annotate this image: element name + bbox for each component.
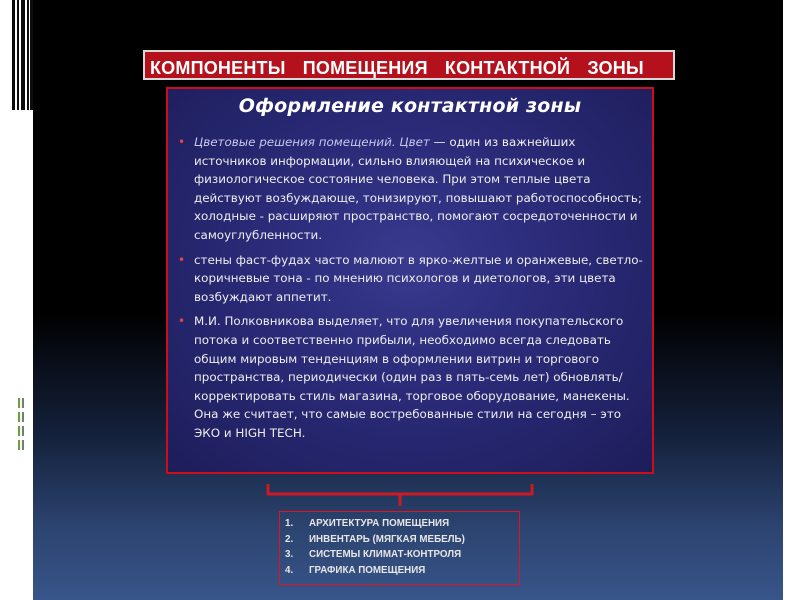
bullet-dot-icon: • — [178, 135, 186, 149]
bullet-emphasis: Цветовые решения помещений. Цвет — [194, 135, 430, 149]
components-list — [285, 516, 525, 578]
slide-title: КОМПОНЕНТЫ ПОМЕЩЕНИЯ КОНТАКТНОЙ ЗОНЫ — [150, 58, 644, 78]
bullet-dot-icon: • — [178, 314, 186, 329]
decorative-marks — [18, 398, 24, 454]
decorative-stripes — [12, 0, 33, 110]
list-item: 4. ГРАФИКА ПОМЕЩЕНИЯ — [285, 564, 426, 576]
bullet-item — [178, 312, 646, 442]
list-item: 3. СИСТЕМЫ КЛИМАТ-КОНТРОЛЯ — [285, 549, 462, 561]
list-item: 2. ИНВЕНТАРЬ (МЯГКАЯ МЕБЕЛЬ) — [285, 533, 465, 545]
bullet-item — [178, 251, 646, 307]
bullet-list — [178, 133, 646, 449]
content-panel — [166, 87, 654, 474]
bullet-dot-icon: • — [178, 252, 186, 267]
slide-right-margin — [783, 0, 800, 600]
panel-heading: Оформление контактной зоны — [238, 95, 582, 117]
list-item: 1. АРХИТЕКТУРА ПОМЕЩЕНИЯ — [285, 518, 450, 529]
bullet-text: — один из важнейших источников информации, сильно влияющей на психическое и физиологическое состояние человека. При этом теплые цвета действуют возбуждающе, тонизируют, повышают работоспособность; холодные - расширяют пространство, помогают сосредоточенности и самоуглубленности. — [194, 135, 642, 242]
bullet-text: М.И. Полковникова выделяет, что для увеличения покупательского потока и соответственно прибыли, необходимо всегда следовать общим мировым тенденциям в оформлении витрин и торгового пространства, периодически (один раз в пять-семь лет) обновлять/корректировать стиль магазина, торговое оборудование, манекены. Она же считает, что самые востребованные стили на сегодня – это ЭКО и HIGH TECH. — [194, 314, 630, 440]
bullet-item — [178, 133, 646, 245]
bullet-text: стены фаст-фудах часто малюют в ярко-желтые и оранжевые, светло-коричневые тона - по мнению психологов и диетологов, эти цвета возбуждают аппетит. — [194, 252, 643, 304]
curly-brace-connector — [262, 476, 540, 512]
